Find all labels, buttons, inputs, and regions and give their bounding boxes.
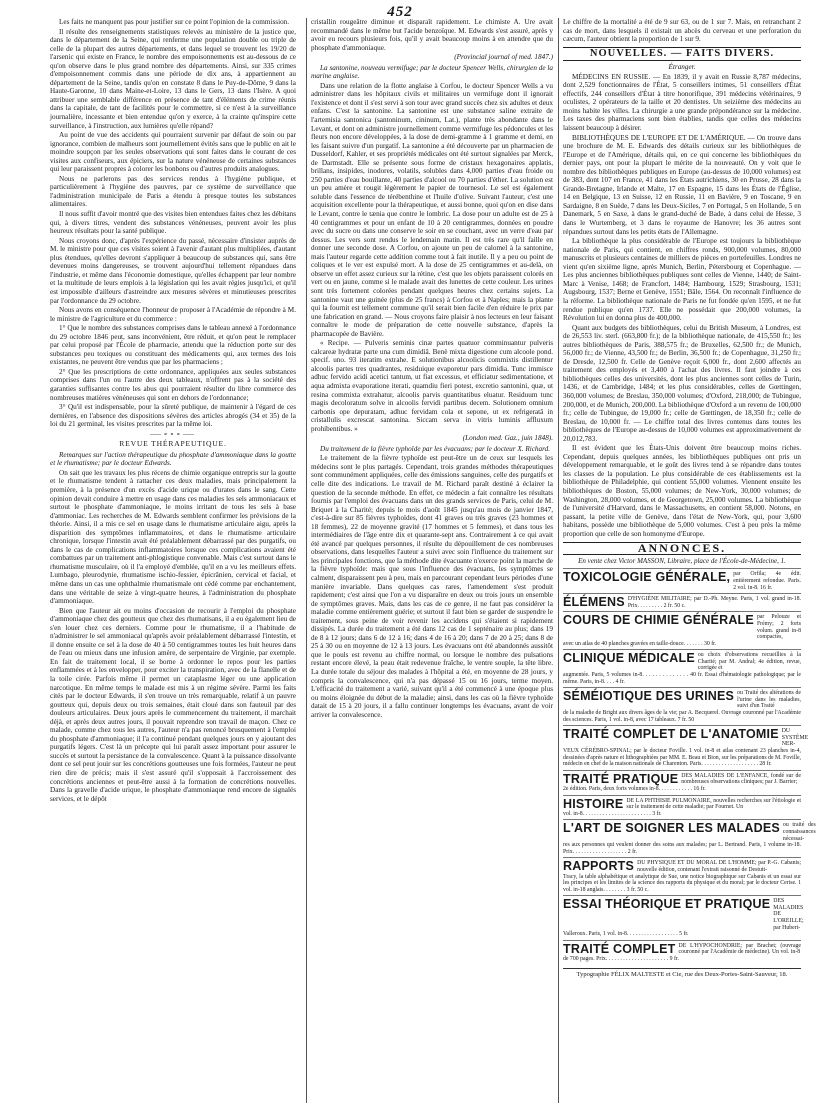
paragraph: Le traitement de la fièvre typhoïde est peut-être un de ceux sur lesquels les médecins sont le plus partagés. Cependant, trois grandes méthodes thérapeutiques sont communément appliquées, celle des émissions sanguines, celle des purgatifs et celle dite des indications. Le travail de M. Richard paraît destiné à éclairer la question de la seconde méthode. En effet, ce médecin a fait connaître les résultats fournis par l'emploi des évacuans dans un des grands services de Paris, celui de M. Briquet à la Charité; depuis le mois d'août 1845 jusqu'au mois de janvier 1847, c'est-à-dire sur 85 fièvres typhoïdes, dont 41 graves ou très graves (23 hommes et 18 femmes), 22 de moyenne gravité (17 hommes et 5 femmes), et dans tous les intermédiaires de l'âge entre dix et quarante-sept ans. Contrairement à ce qui avait été avancé par quelques personnes, il résulte du dépouillement de ces nombreuses observations, dans lesquelles l'auteur a suivi avec soin l'influence du traitement sur les principales fonctions, que la méthode dite évacuante n'exerce point la marche de la fièvre typhoïde: mais que sous l'influence des évacuans, les symptômes se calment, disparaissent peu à peu, mais en parcourant cependant leurs périodes d'une manière invariable. Dans quelques cas rares, l'amendement s'est produit rapidement; c'est ainsi que l'on a vu disparaître en deux ou trois jours un ensemble de symptômes graves. Mais, dans les cas de ce genre, il ne faut pas considérer la maladie comme entièrement guérie; et surtout il faut bien se garder de suspendre le traitement, sous peine de voir revenir les accidens qui s'étaient si rapidement dissipés. La durée du traitement a été dans 12 cas de 1 septénaire au plus; dans 19 de 8 à 12 jours; dans 6 de 12 à 16; dans 4 de 16 à 20; dans 7 de 20 à 25; dans 8 de 25 à 30 ou en moyenne de 12 à 13 jours. Les évacuans ont été abandonnés aussitôt que le pouls est revenu au chiffre normal, ou lorsque le nombre des pulsations restant encore élevé, la peau était redevenue fraîche, le ventre souple, la tête libre. La durée totale du séjour des malades à l'hôpital a été, en moyenne de 28 jours, y compris la convalescence, qui n'a pas dépassé 15 ou 16 jours, terme moyen. L'efficacité du traitement a varié, suivant qu'il a été commencé à une époque plus ou moins éloignée du début de la maladie; ainsi, dans les cas où la fièvre typhoïde datait de 15 à 20 jours, il a fallu continuer longtemps les évacuans, avant de voir arriver la convalescence. (311, 454, 553, 719)
ad-heading (563, 727, 809, 748)
ad-title: CLINIQUE MÉDICALE (563, 651, 695, 666)
book-advertisement (563, 819, 816, 857)
paragraph: Nous avons en conséquence l'honneur de proposer à l'Académie de répondre à M. le ministre de l'agriculture et du commerce : (50, 306, 296, 323)
ad-description: DES MALADIES DE L'ENFANCE, fondé sur de nombreuses observations cliniques; par J. Barrier; (681, 772, 801, 786)
paragraph: cristallin rougeâtre diminue et disparaît rapidement. Le chimiste A. Ure avait recommandé dans le même but l'acide benzoïque. M. Edwards s'est assuré, après y avoir eu recours plusieurs fois, qu'il y avait beaucoup moins à en attendre que du phosphate d'ammoniaque. (311, 18, 553, 52)
ad-details: augmentée. Paris, 5 volumes in-8. . . . . . . . . . . . . . 40 fr. Essai d'hématologie pathologique; par le même. Paris, in-8. . . . 4 fr. (563, 672, 801, 685)
ad-details: vol. in-8. . . . . . . . . . . . . . . . . . . . . . . . 3 fr. (563, 810, 662, 817)
ad-description: DU SYSTÈME NER- (781, 728, 809, 748)
ad-title: COURS DE CHIMIE GÉNÉRALE (563, 613, 754, 628)
ad-heading (563, 571, 801, 591)
book-advertisement (563, 725, 809, 770)
ad-heading (563, 821, 816, 842)
paragraph: Il nous suffit d'avoir montré que des visites bien entendues faites chez les débitans qui, à divers titres, vendent des substances vénéneuses, peuvent avoir les plus heureux résultats pour la santé publique. (50, 210, 296, 236)
ad-description: ou Traité des altérations de l'urine dans les maladies, suivi d'un Traité (737, 690, 801, 710)
paragraph: Au point de vue des accidents qui pourraient survenir par défaut de soin ou par ignorance, combien de malheurs sont journellement évités sans que le public en ait le moindre soupçon par les seules observations qui sont faites dans le courant de ces visites aux confiseurs, aux épiciers, sur la nature vénéneuse de certaines substances qui leur paraissent propres à colorer les bonbons ou d'autres produits analogues. (50, 131, 296, 174)
ad-details: Valleroux. Paris, 1 vol. in-8. . . . . . . . . . . . . . . . . . 5 fr. (563, 931, 689, 938)
book-advertisement (563, 649, 801, 687)
book-advertisement (563, 770, 801, 795)
subsection-title: Étranger. (668, 63, 696, 72)
ad-title: TRAITÉ COMPLET DE L'ANATOMIE (563, 727, 779, 742)
ad-description: DE LA PHTHISIE PULMONAIRE, nouvelles recherches sur l'étiologie et sur le traitement de cette maladie; par Fournet. Un (626, 797, 801, 811)
book-advertisement (563, 611, 801, 649)
ad-title: L'ART DE SOIGNER LES MALADES (563, 821, 780, 836)
section-title: REVUE THÉRAPEUTIQUE. (119, 439, 227, 449)
paragraph: « Recipe. — Pulveris seminis cinæ partes quatuor comminuantur pulveris calcareæ hydratæ parte una cum dimidiâ. Benè mixta digestione cum alcoole pond. specif. uno. 93 iteratim extrahe. E solutionibus alcoolicis commixtis distillentur alcoolis partes tres quadrantes, residuique evaporetur pars dimidia. Tunc immisce adhuc fervido acidi acetici tantum, ut fiat excessus, et efficiatur sedimentatione, et aqua admixta evaporatione iterati, quamdiu fieri potest, excretio santonini, quæ, ut resina commixta extrahatur, alcoolis parvis quantitatibus eluatur. Residuum tunc magis decoloratum solve in alcoolis fervidi partibus decem. Solutionem omnium carbonis ope depuratam, adhuc fervidam cola et sepone, ut ex refrigeratâ in cristallulis excrescat santonina. Siccam serva in vitris luminis affluxum prohibentibus. » (311, 339, 553, 433)
section-ornament: ⸺∘∘∘⸺ (149, 429, 197, 438)
ad-details: de la maladie de Bright aux divers âges de la vie; par A. Becquerel. Ouvrage couronné par l'Académie des sciences. Paris, 1 vol. in-8, avec 17 tableaux. 7 fr. 50 (563, 710, 801, 723)
ad-details: 2e édition. Paris, deux forts volumes in-8. . . . . . . . . . . . 16 fr. (563, 785, 706, 792)
ad-title: ESSAI THÉORIQUE ET PRATIQUE (563, 897, 771, 912)
ad-title: SÉMÉIOTIQUE DES URINES (563, 689, 735, 704)
ad-title: ÉLÉMENS (563, 595, 625, 610)
ad-title: RAPPORTS (563, 859, 635, 874)
ad-description: D'HYGIÈNE MILITAIRE; par D.-Ph. Meyne. Paris, 1 vol. grand in-18. Prix. . . . . . . . . 2 fr. 50 c. (627, 596, 801, 609)
ad-description: par Orfila; 4e édit. entièrement refondue. Paris. 2 vol. in-8. 16 fr. (733, 571, 801, 591)
ad-title: TOXICOLOGIE GÉNÉRALE, (563, 570, 731, 585)
book-advertisement (563, 940, 801, 965)
printer-imprint: Typographie FÉLIX MALTESTE et Cie, rue des Deux-Portes-Saint-Sauveur, 18. (563, 968, 801, 980)
ad-heading (563, 614, 801, 640)
ad-heading (563, 652, 801, 672)
book-advertisement (563, 568, 801, 593)
paragraph: MÉDECINS EN RUSSIE. — En 1839, il y avait en Russie 8,787 médecins, dont 2,529 fonctionnaires de l'État, 5 conseillers intimes, 51 conseillers d'État effectifs, 244 conseillers d'État à titre honorifique, 391 médecins vétérinaires, 9 oculistes, 2 opérateurs de la taille et 20 dentistes. Un seizième des médecins au moins habite les villes. La chirurgie a une grande prépondérance sur la médecine. Les taxes des pharmaciens sont bien établies, tandis que celles des médecins laissent beaucoup à désirer. (563, 72, 801, 133)
ad-heading (563, 596, 801, 609)
ad-description: DES MALADIES DE L'OREILLE; par Hubert- (773, 898, 804, 931)
ad-description: ou traité des connaissances nécessai- (782, 822, 816, 842)
ad-heading (563, 897, 804, 931)
paragraph: Nous croyons donc, d'après l'expérience du passé, nécessaire d'insister auprès de M. le ministre pour que ces visites soient à l'avenir d'autant plus multipliées, d'autant plus étendues, qu'elles devront s'appliquer à beaucoup de substances qui, sans être devenues moins dangereuses, se trouvent aujourd'hui tellement répandues dans l'industrie, et même dans l'économie domestique, qu'elles échappent par leur nombre et la multitude de leurs emplois à la législation qui les avait régies jusqu'ici, et qu'il est impossible d'ailleurs d'astreindre aux mesures sévères et minutieuses prescrites par l'ordonnance du 29 octobre. (50, 236, 296, 305)
paragraph: BIBLIOTHÈQUES DE L'EUROPE ET DE L'AMÉRIQUE. — On trouve dans une brochure de M. E. Edwards des détails curieux sur les bibliothèques de l'Europe et de l'Amérique, détails qui, en ce qui concerne les bibliothèques du dernier pays, ont pour la plupart le mérite de la nouveauté. On y voit que le nombre des bibliothèques publiques en Europe (au-dessus de 10,000 volumes) est de 383, dont 107 en France, 41 dans les États autrichiens, 30 en Prusse, 28 dans la Grande-Bretagne, Irlande et Malte, 17 en Espagne, 15 dans les États de l'Église, 14 en Belgique, 13 en Suisse, 12 en Russie, 11 en Bavière, 9 en Toscane, 9 en Sardaigne, 8 en Suède, 7 dans les Deux-Siciles, 7 en Portugal, 5 en Hollande, 5 en Danemark, 5 en Saxe, à dans le grand-duché de Bade, à dans celui de Hesse, 3 dans le Wurtemberg, et 3 dans le royaume de Hanovre; les 36 autres sont répandues surtout dans les petits états de l'Allemagne. (563, 133, 801, 236)
article-heading: Remarques sur l'action thérapeutique du phosphate d'ammoniaque dans la goutte et le rhumatisme; par le docteur Edwards. (50, 450, 296, 468)
paragraph: Dans une relation de la flotte anglaise à Corfou, le docteur Spencer Wells a vu administrer dans les hôpitaux civils et militaires un vermifuge dont il ignorait l'existence et dont il s'est servi à son tour avec grand succès chez six adultes et deux enfans. C'est la santonine. La santonine est une substance saline extraite de l'artemisia santonica (santoninum, cininum, Lat.), plante très abondante dans le Levant, et dont on administre journellement comme vermifuge les pédoncules et les fleurs non encore développées, à la dose de demi-gramme à 1 gramme et demi, en les faisant suivre d'un purgatif. La santonine a été découverte par un pharmacien de Dusseldorf, Kahler, et ses propriétés médicales ont été surtout signalées par Merck, de Darmstadt. Elle se présente sous forme de cristaux hexagonaires applatis, brillans, insipides, inodores, volatils, solubles dans 4,000 parties d'eau froide ou 250 parties d'eau bouillante, 40 parties d'alcool ou 70 parties d'éther. La solution est un peu amère et rougit légèrement le papier de tournesol. Le sel est également soluble dans l'essence de térébenthine et l'huile d'olive. Suivant l'auteur, c'est une acquisition excellente pour la thérapeutique, et aussi bonne, quoi qu'on en dise dans le Levant, contre le tænia que contre le lombric. La dose pour un adulte est de 25 à 40 centigrammes et pour un enfant de 10 à 20 centigrammes, données en poudre avec du sucre ou dans une conserve le soir en se couchant, avec un verre d'eau par dessus. Les vers sont rendus le lendemain matin. Il est très rare qu'il faille en donner une seconde dose. A Corfou, on ajoute un peu de calomel à la santonine, mais l'auteur regarde cette addition comme tout à fait inutile. Il y a peu ou point de coliques et le ver est expulsé mort. A la dose de 25 centigrammes et au-delà, on observe un effet assez curieux sur la rétine, c'est que les objets paraissent colorés en vert ou en jaune, comme si le malade avait des lunettes de cette couleur. Les urines sont très fortement colorées pendant quelques heures chez certains sujets. La santonine vaut une guinée (plus de 25 francs) à Corfou et à Naples; mais la plante qui la fournit est tellement commune qu'il serait bien facile d'en réduire le prix par une fabrication en grand. — Nous croyons faire plaisir à nos lecteurs en leur faisant connaître le mode de préparation de cette nouvelle substance, d'après la pharmacopée de Bavière. (311, 81, 553, 338)
ad-heading (563, 773, 801, 786)
announcements-list (563, 568, 816, 964)
column-middle (306, 18, 553, 1103)
paragraph: 1° Que le nombre des substances comprises dans le tableau annexé à l'ordonnance du 29 octobre 1846 peut, sans inconvénient, être réduit, et qu'on peut le remplacer par celui proposé par l'École de pharmacie, attendu que la réduction porte sur des substances peu toxiques ou constituant des médicaments qui, aux termes des lois existantes, ne peuvent être vendus que par les pharmaciens ; (50, 324, 296, 367)
ad-title: HISTOIRE (563, 796, 624, 811)
book-advertisement (563, 857, 801, 895)
ad-heading (563, 860, 801, 873)
announcements-subtitle: En vente chez Victor MASSON, Libraire, place de l'École-de-Médecine, 1. (578, 556, 786, 565)
ad-details: res aux personnes qui veulent donner des soins aux malades; par L. Bertrand. Paris, 1 volume in-18. Prix. . . . . . . . . . . . . . . . . . . 2 fr. (563, 842, 801, 855)
book-advertisement (563, 687, 801, 725)
paragraph: Il résulte des renseignements statistiques relevés au ministère de la justice que, dans le département de la Seine, qui renferme une population double ou triple de celle de la plupart des autres départements, et dans lequel se trouvent les 19/20 de l'arsenic qui existe en France, le nombre des empoisonnements est au-dessous de ce qu'on observe dans le plus grand nombre des départements. Ainsi, sur 335 crimes d'empoisonnement commis dans une période de dix ans, à appartiennent au département de la Seine, tandis qu'on en constate 8 dans le Puy-de-Dôme, 9 dans la Haute-Garonne, 10 dans Maine-et-Loire, 13 dans le Gers, 13 dans l'Isère. A quoi attribuer une semblable différence en présence de tant d'éléments de crime réunis dans la capitale, de tant de facilités pour le commettre, si ce n'est à la surveillance journalière, incessante et bien entendue qu'on y exerce, à la crainte qu'inspire cette surveillance, à l'instruction, aux lumières qu'elle répand? (50, 27, 296, 130)
ad-heading (563, 943, 801, 956)
paragraph: Nous ne parlerons pas des services rendus à l'hygiène publique, et particulièrement à l'hygiène des pauvres, par ce système de surveillance que l'administration municipale de Paris a étendu à presque toutes les substances alimentaires. (50, 174, 296, 209)
paragraph: 3° Qu'il est indispensable, pour la sûreté publique, de maintenir à l'égard de ces dernières, en l'absence des dispositions sévères des articles abrogés (34 et 35) de la loi du 21 germinal, les visites prescrites par la même loi. (50, 403, 296, 429)
column-right (558, 18, 816, 1103)
article-heading: La santonine, nouveau vermifuge; par le docteur Spencer Wells, chirurgien de la marine anglaise. (311, 63, 553, 81)
section-title: NOUVELLES. — FAITS DIVERS. (563, 47, 801, 62)
ad-title: TRAITÉ COMPLET (563, 941, 676, 956)
ad-title: TRAITÉ PRATIQUE (563, 771, 679, 786)
paragraph: On sait que les travaux les plus récens de chimie organique entrepris sur la goutte et le rhumatisme tendent à rattacher ces deux maladies, mais principalement la première, à la présence d'un excès d'acide urique ou d'urates dans le sang. Cette opinion devait conduire à mettre en usage dans ces maladies les sels ammoniacaux et surtout le phosphate d'ammoniaque, le moins irritant de tous les sels à base d'ammoniac. Les recherches de M. Edwards semblent confirmer les prévisions de la théorie. Ainsi, il a mis ce sel en usage dans le rhumatisme articulaire aigu, après la disparition des symptômes inflammatoires, et dans le rhumatisme articulaire chronique, lorsque l'intestin avait été préalablement débarrassé par des purgatifs, ou dans le cas de complications inflammatoires lorsque ces complications avaient été combattues par un traitement anti-phlogistique convenable. Mais c'est surtout dans le rhumatisme musculaire, où il l'a employé d'emblée, qu'il en a vu les meilleurs effets. Lumbago, pleurodynie, rhumatisme ischio-fessier, épicrânien, cervical et facial, et même dans un cas une ophthalmie rhumatismale ont cédé comme par enchantement, dans une véritable de seize à vingt-quatre heures, à l'administration du phosphate d'ammoniaque. (50, 468, 296, 606)
ad-heading (563, 690, 801, 710)
paragraph: Quant aux budgets des bibliothèques, celui du British Museum, à Londres, est de 26,553 liv. sterl. (663,800 fr.); de la bibliothèque nationale, de 415,550 fr.; les autres bibliothèques de Paris, 388,575 fr.; de Bruxelles, 62,500 fr.; de Munich, 56,000 fr.; de Vienne, 43,500 fr.; de Berlin, 36,500 fr.; de Copenhague, 31,250 fr.; de Dresde, 12,500 fr. Celle de Genève reçoit 6,000 fr., dont 2,600 affectés au traitement des employés et 3,400 à l'achat des livres. Il faut joindre à ces bibliothèques celles des universités, dont les plus anciennes sont celles de Turin, 1436, et de Cambridge, 1484; et les plus considérables, celles de Gœttingen, 360,000 volumes; de Breslau, 350,000 volumes; d'Oxford, 218,000; de Tubingue, 200,000, et de Munich, 200,000. La bibliothèque d'Oxford a un revenu de 100,000 fr.; celle de Tubingue, de 19,000 fr.; celle de Gœttingen, de 18,350 fr.; celle de Breslau, de 10,000 fr. — Le chiffre total des livres contenus dans toutes les bibliothèques de l'Europe au-dessus de 10,000 volumes est approximativement de 20,012,783. (563, 323, 801, 443)
book-advertisement (563, 795, 801, 820)
source-citation: (Provincial journal of med. 1847.) (454, 53, 553, 62)
ad-details: avec un atlas de 40 planches gravées en taille-douce. . . . . . . 30 fr. (563, 640, 717, 647)
ad-description: DE L'HYPOCHONDRIE; par Brachet; (ouvrage couronné par l'Académie de médecine). Un vol. in-8 (678, 942, 801, 956)
paragraph: 2° Que les prescriptions de cette ordonnance, appliquées aux seules substances comprises dans l'un ou l'autre des deux tableaux, n'offrent pas à la société des garanties suffisantes contre les abus qui pourraient résulter du libre commerce des nombreuses matières vénéneuses qui sont en dehors de l'ordonnance; (50, 367, 296, 402)
book-advertisement (563, 593, 801, 611)
ad-description: ou choix d'observations recueillies à la Charité; par M. Andral; 4e édition, revue, corrigée et (697, 652, 801, 672)
article-heading: Du traitement de la fièvre typhoïde par les évacuans; par le docteur X. Richard. (320, 444, 551, 453)
book-advertisement (563, 895, 804, 940)
paragraph: Bien que l'auteur ait eu moins d'occasion de recourir à l'emploi du phosphate d'ammoniaque chez des goutteux que chez des rhumatisans, il a eu également lieu de s'en louer chez ces derniers. Comme pour le rhumatisme, il a l'habitude de n'administrer le sel ammoniacal qu'après avoir préalablement débarrassé l'intestin, et il donne ensuite ce sel à la dose de 40 à 50 centigrammes toutes les huit heures dans de l'eau ou mieux dans une infusion amère, de serpentaire de Virginie, par exemple. En fait de traitement local, il se borne à ordonner le repos pour les parties enflammées et à les envelopper, pour exciter la transpiration, avec de la flanelle et de la toile cirée. Parfois même il permet un cataplasme léger ou une application narcotique. En même temps le malade est mis à un régime sévère. Parmi les faits cités par le docteur Edwards, il s'en trouve un très remarquable, relatif à un pauvre goutteux qui, depuis deux ou trois semaines, était cloué dans son fauteuil par des douleurs articulaires. Deux jours après le commencement du traitement, il marchait déjà, et après deux autres jours, il pouvait reprendre son travail de maçon. Chez ce malade, comme chez tous les autres, l'auteur n'a pas renoncé brusquement à l'emploi du phosphate d'ammoniaque; il l'a continué pendant quelques jours en y ajoutant des purgatifs légers. C'est là un précepte qui lui paraît assez important pour assurer le succès et surtout la persistance de la convalescence. Quant à la puissance dissolvante dont ce sel peut jouir sur les concrétions goutteuses une fois formées, l'auteur ne peut rien dire de précis; mais il s'est assuré qu'il s'opposait à l'accroissement des concrétions anciennes et peut-être aussi à la formation de concrétions nouvelles. Dans la gravelle d'acide urique, le phosphate d'ammoniaque rend encore de signalés services, et le dépôt (50, 606, 296, 803)
ad-description: DU PHYSIQUE ET DU MORAL DE L'HOMME; par P.-G. Cabanis; nouvelle édition, contenant l'extrait raisonné de Destutt- (637, 860, 801, 873)
paragraph: Le chiffre de la mortalité a été de 9 sur 63, ou de 1 sur 7. Mais, en retranchant 2 cas de mort, dans lesquels il existait un abcès du cerveau et une perforation du cæcum, l'auteur obtient la proportion de 1 sur 9. (563, 18, 801, 44)
ad-heading (563, 798, 801, 811)
paragraph: Il est évident que les États-Unis doivent être beaucoup moins riches. Cependant, depuis quelques années, les bibliothèques publiques ont pris un développement remarquable, et le goût des livres tend à se répandre dans toutes les classes de la population. Le plus considérable de ces établissements est la bibliothèque de Philadelphie, qui contient 55,000 volumes. Viennent ensuite les bibliothèques de Boston, 55,000 volumes; de New-York, 30,000 volumes; de Washington, 28,000 volumes, et de Georgetown, 25,000 volumes. La bibliothèque de l'université d'Harvard, dans le Massachusetts, en contient 58,000. Notons, en passant, la petite ville de Genève, dans l'état de New-York, qui, pour 3,600 habitans, possède une bibliothèque de 5,000 volumes. C'est à peu près la même proportion que celle de son homonyme d'Europe. (563, 444, 801, 538)
ad-description: par Pelouze et Frémy; 2 forts volum. grand in-8 compactes, (756, 614, 801, 641)
paragraph: Les faits ne manquent pas pour justifier sur ce point l'opinion de la commission. (59, 18, 290, 26)
announcements-title: ANNONCES. (563, 542, 801, 555)
column-left (50, 18, 296, 1103)
paragraph: La bibliothèque la plus considérable de l'Europe est toujours la bibliothèque nationale de Paris, qui contient, en chiffres ronds, 900,000 volumes, 80,000 manuscrits et plusieurs centaines de milliers de pièces en portefeuilles. Londres ne vient qu'en sixième ligne, après Munich, Berlin, Pétersbourg et Copenhague. — Les plus anciennes bibliothèques publiques sont celles de Vienne, 1440; de Saint-Marc à Venise, 1468; de Francfort, 1484; Hambourg, 1529; Strasbourg, 1531; Augsbourg, 1537; Berne et Genève, 1551; Bâle, 1564. On reconnaît l'influence de la réforme. La bibliothèque nationale de Paris ne fut fondée qu'en 1595, et ne fut rendue publique qu'en 1737. Elle ne possédait que 200,000 volumes, la Révolution lui en donna plus de 400,000. (563, 237, 801, 323)
ad-details: Tracy, la table alphabétique et analytique de Sue, une notice biographique sur Cabanis et un essai sur les principes et les limites de la science des rapports du physique et du moral; par le docteur Cerise. 1 vol. in-18 anglais. . . . . . . . 3 fr. 50 c. (563, 873, 801, 893)
page-number: 452 (387, 4, 413, 20)
source-citation: (London med. Gaz., juin 1848). (462, 434, 553, 443)
ad-details: VEUX CÉRÉBRO-SPINAL; par le docteur Foville. 1 vol. in-8 et atlas contenant 23 planches in-4, dessinées d'après nature et lithographiées par MM. E. Beau et Bion, sur les préparations de M. Foville, médecin en chef de la maison nationale de Charenton. Paris. . . . . . . . . . . . . . . . . . . . 28 fr. (563, 748, 801, 768)
ad-details: de 700 pages. Prix. . . . . . . . . . . . . . . . . . . . . . 9 fr. (563, 956, 679, 963)
